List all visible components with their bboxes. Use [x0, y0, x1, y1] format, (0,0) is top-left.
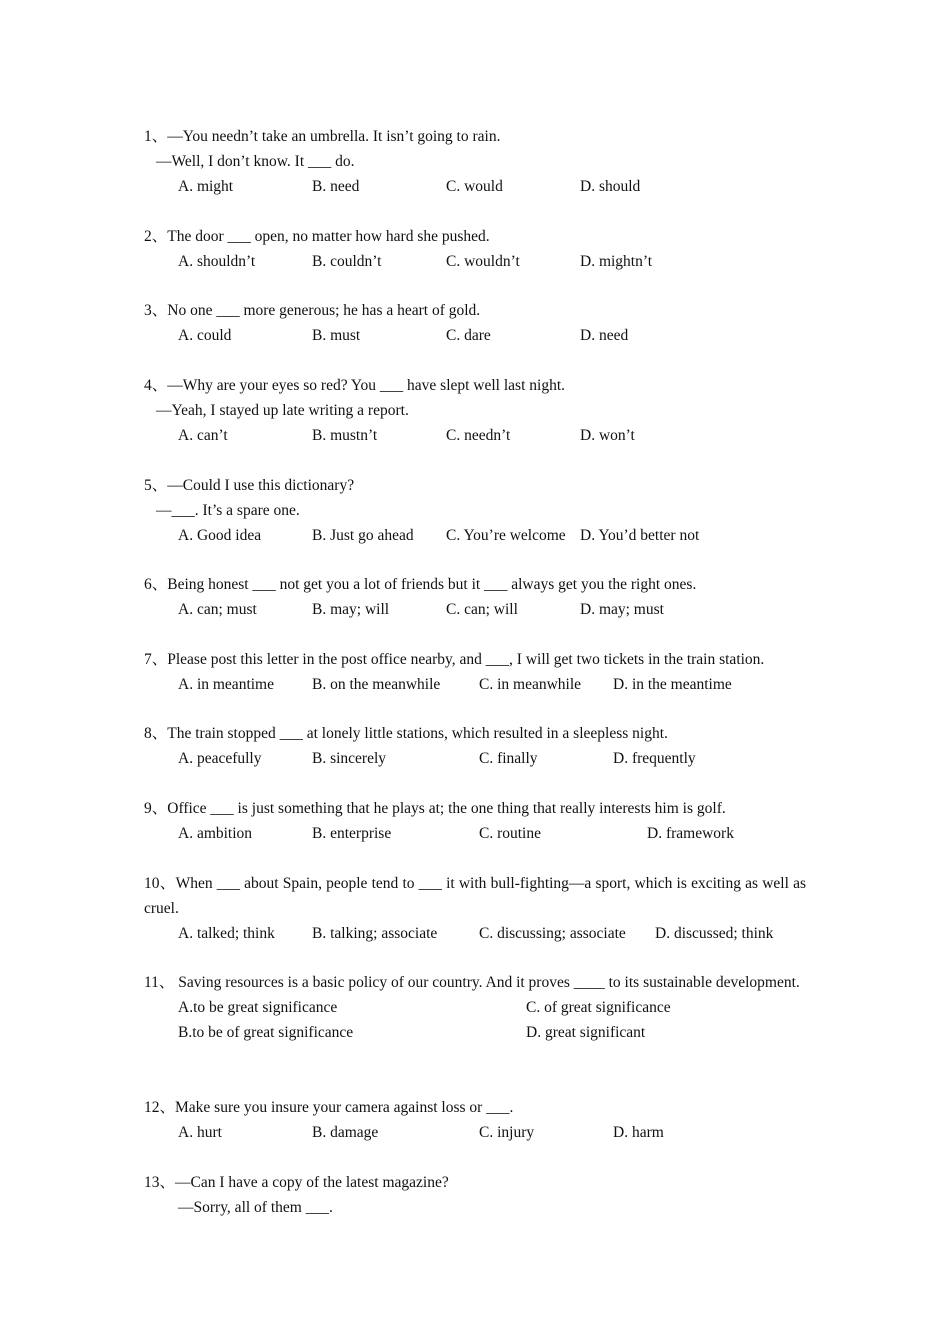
options-row [144, 1020, 806, 1045]
question-stem: 11、 Saving resources is a basic policy of our country. And it proves ____ to its sustainable development. [144, 974, 800, 991]
question-stem: 7、Please post this letter in the post office nearby, and ___, I will get two tickets in the train station. [144, 651, 765, 668]
option-a: A. talked; think [178, 925, 275, 942]
question-stem-line2: —Yeah, I stayed up late writing a report. [156, 402, 409, 419]
question-5 [144, 473, 806, 548]
option-c: C. routine [479, 825, 541, 842]
question-6 [144, 572, 806, 622]
option-a: A.to be great significance [178, 999, 338, 1016]
option-b: B. need [312, 178, 360, 195]
question-stem-line2: —___. It’s a spare one. [156, 502, 300, 519]
option-d: D. great significant [526, 1024, 646, 1041]
options-row [144, 249, 806, 274]
question-stem: 12、Make sure you insure your camera against loss or ___. [144, 1099, 514, 1116]
option-d: D. may; must [580, 601, 664, 618]
option-c: C. can; will [446, 601, 518, 618]
option-d: D. You’d better not [580, 527, 700, 544]
option-b: B. Just go ahead [312, 527, 414, 544]
option-a: A. hurt [178, 1124, 222, 1141]
question-1 [144, 124, 806, 199]
question-7 [144, 647, 806, 697]
option-b: B.to be of great significance [178, 1024, 354, 1041]
option-c: C. injury [479, 1124, 535, 1141]
option-d: D. discussed; think [655, 925, 774, 942]
question-2 [144, 224, 806, 274]
option-c: C. of great significance [526, 999, 671, 1016]
option-d: D. in the meantime [613, 676, 732, 693]
option-c: C. wouldn’t [446, 253, 520, 270]
option-a: A. might [178, 178, 234, 195]
option-d: D. harm [613, 1124, 664, 1141]
options-row [144, 174, 806, 199]
option-b: B. may; will [312, 601, 390, 618]
option-b: B. must [312, 327, 361, 344]
question-stem: 1、—You needn’t take an umbrella. It isn’t going to rain. [144, 128, 501, 145]
question-stem: 4、—Why are your eyes so red? You ___ have slept well last night. [144, 377, 566, 394]
option-b: B. damage [312, 1124, 379, 1141]
option-b: B. talking; associate [312, 925, 438, 942]
question-stem-line2: —Sorry, all of them ___. [178, 1199, 333, 1216]
options-row [144, 597, 806, 622]
option-c: C. discussing; associate [479, 925, 626, 942]
option-d: D. need [580, 327, 629, 344]
option-b: B. couldn’t [312, 253, 382, 270]
question-stem-line2: —Well, I don’t know. It ___ do. [156, 153, 355, 170]
options-row [144, 995, 806, 1020]
options-row [144, 1120, 806, 1145]
question-13 [144, 1170, 806, 1220]
question-9 [144, 796, 806, 846]
options-row [144, 323, 806, 348]
question-10 [144, 871, 806, 946]
question-stem: 3、No one ___ more generous; he has a heart of gold. [144, 302, 481, 319]
question-11 [144, 970, 806, 1045]
option-c: C. would [446, 178, 503, 195]
option-c: C. dare [446, 327, 491, 344]
option-d: D. should [580, 178, 641, 195]
options-row [144, 523, 806, 548]
question-stem: 9、Office ___ is just something that he plays at; the one thing that really interests him is golf. [144, 800, 726, 817]
option-c: C. You’re welcome [446, 527, 566, 544]
option-b: B. sincerely [312, 750, 387, 767]
question-3 [144, 298, 806, 348]
option-a: A. can; must [178, 601, 257, 618]
options-row [144, 746, 806, 771]
question-stem: 2、The door ___ open, no matter how hard she pushed. [144, 228, 490, 245]
options-row [144, 921, 806, 946]
options-row [144, 423, 806, 448]
question-stem: 10、When ___ about Spain, people tend to ___ it with bull-fighting—a sport, which is exciting as well as cruel. [144, 875, 806, 917]
option-a: A. in meantime [178, 676, 274, 693]
question-8 [144, 721, 806, 771]
options-row [144, 821, 806, 846]
option-c: C. in meanwhile [479, 676, 582, 693]
option-a: A. Good idea [178, 527, 262, 544]
question-stem: 5、—Could I use this dictionary? [144, 477, 355, 494]
question-stem: 6、Being honest ___ not get you a lot of friends but it ___ always get you the right ones. [144, 576, 697, 593]
option-a: A. ambition [178, 825, 253, 842]
option-d: D. won’t [580, 427, 635, 444]
option-c: C. finally [479, 750, 538, 767]
option-a: A. peacefully [178, 750, 262, 767]
question-12 [144, 1095, 806, 1145]
option-a: A. can’t [178, 427, 228, 444]
options-row [144, 672, 806, 697]
option-b: B. mustn’t [312, 427, 378, 444]
option-b: B. enterprise [312, 825, 392, 842]
question-stem: 8、The train stopped ___ at lonely little stations, which resulted in a sleepless night. [144, 725, 668, 742]
option-d: D. framework [647, 825, 734, 842]
option-d: D. frequently [613, 750, 696, 767]
option-b: B. on the meanwhile [312, 676, 441, 693]
question-4 [144, 373, 806, 448]
option-c: C. needn’t [446, 427, 511, 444]
question-stem: 13、—Can I have a copy of the latest magazine? [144, 1174, 449, 1191]
option-d: D. mightn’t [580, 253, 653, 270]
option-a: A. shouldn’t [178, 253, 256, 270]
option-a: A. could [178, 327, 232, 344]
